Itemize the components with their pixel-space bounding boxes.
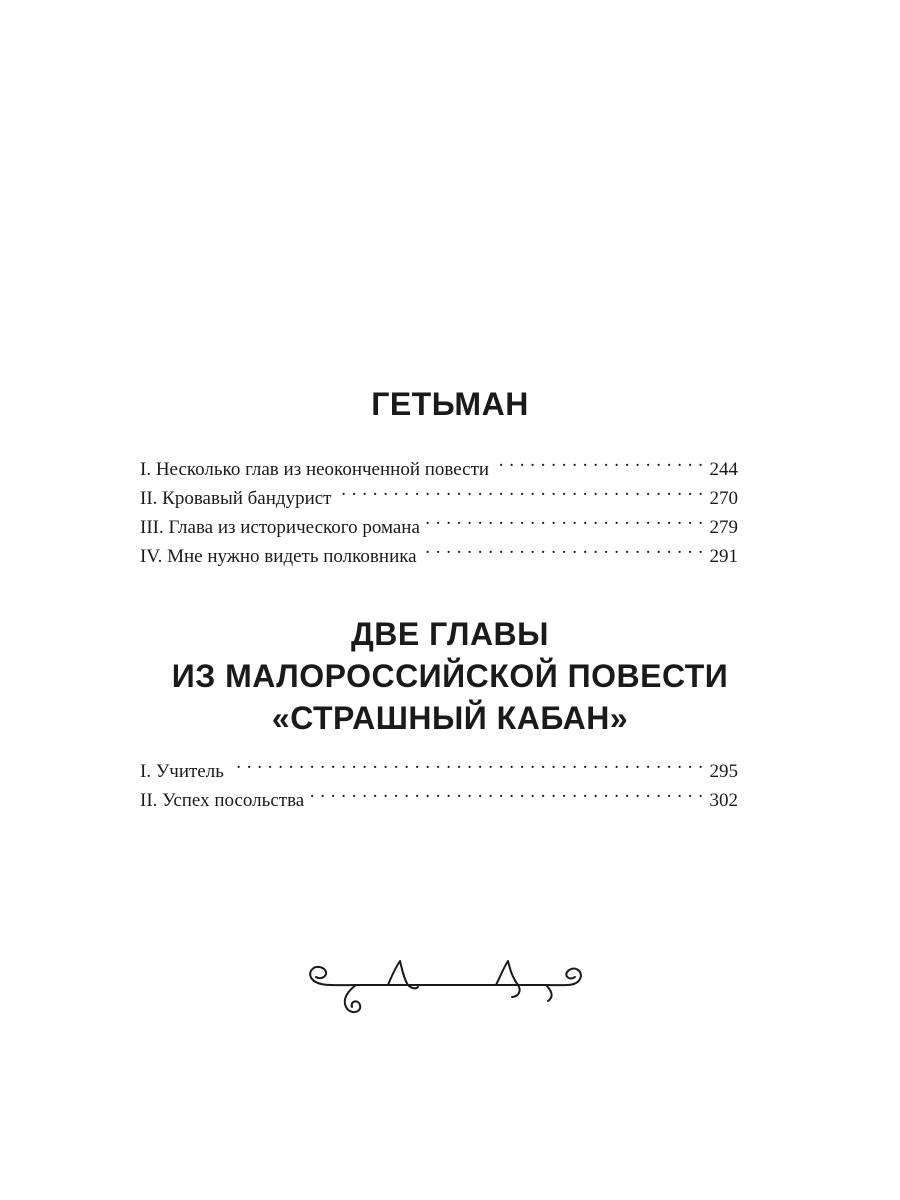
toc-entry-title: II. Кровавый бандурист — [140, 488, 332, 509]
toc-entry[interactable] — [140, 748, 738, 782]
section-title-line: ДВЕ ГЛАВЫ — [351, 616, 549, 652]
toc-list-two-chapters — [140, 748, 738, 811]
toc-entry-page: 302 — [709, 790, 738, 811]
toc-leader-dots — [426, 504, 704, 533]
toc-entry-title: I. Несколько глав из неоконченной повести — [140, 459, 490, 480]
toc-leader-dots — [423, 533, 704, 562]
toc-leader-dots — [230, 748, 704, 777]
section-title-line: «СТРАШНЫЙ КАБАН» — [271, 700, 629, 736]
toc-entry[interactable] — [140, 446, 738, 480]
toc-entry-title: II. Успех посольства — [140, 790, 305, 811]
toc-entry-page: 244 — [709, 459, 738, 480]
toc-entry-title: III. Глава из исторического романа — [140, 517, 420, 538]
toc-leader-dots — [310, 777, 703, 806]
toc-entry-page: 291 — [709, 546, 738, 567]
toc-entry-page: 295 — [709, 761, 738, 782]
toc-entry-page: 279 — [709, 517, 738, 538]
section-title-line: ГЕТЬМАН — [371, 386, 529, 422]
toc-list-hetman — [140, 446, 738, 567]
toc-leader-dots — [337, 475, 703, 504]
toc-leader-dots — [495, 446, 703, 475]
section-title-hetman — [0, 383, 900, 425]
section-title-two-chapters — [0, 613, 900, 739]
section-title-line: ИЗ МАЛОРОССИЙСКОЙ ПОВЕСТИ — [171, 658, 729, 694]
toc-entry-title: I. Учитель — [140, 761, 224, 782]
toc-entry-page: 270 — [709, 488, 738, 509]
flourish-ornament-icon — [296, 955, 596, 1035]
toc-entry-title: IV. Мне нужно видеть полковника — [140, 546, 417, 567]
